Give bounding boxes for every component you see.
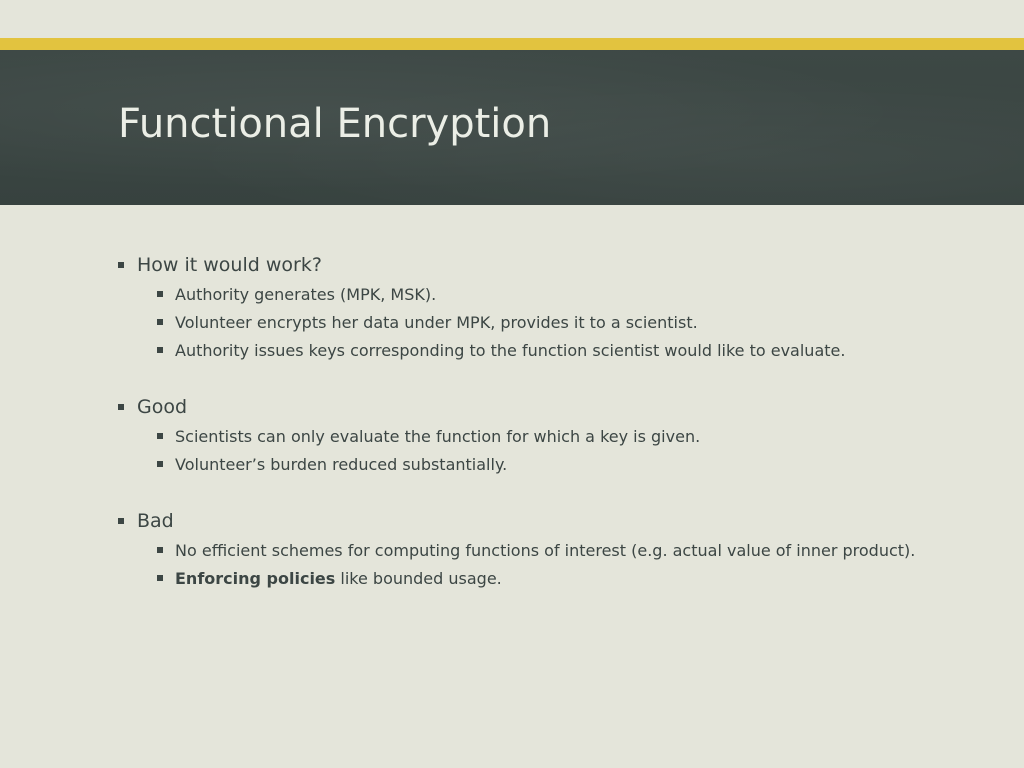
bullet-level1 — [118, 394, 918, 420]
sub-bullet-list — [118, 424, 918, 477]
square-bullet-icon — [157, 461, 163, 467]
accent-bar — [0, 38, 1024, 50]
bullet-level2 — [157, 566, 918, 591]
sub-bullet-list — [118, 282, 918, 363]
bullet-heading: How it would work? — [137, 254, 322, 276]
sub-bullet-list — [118, 538, 918, 591]
bullet-text: Authority issues keys corresponding to the function scientist would like to evaluate. — [175, 341, 846, 360]
bullet-text: Scientists can only evaluate the function for which a key is given. — [175, 427, 701, 446]
slide-content — [118, 252, 918, 622]
bullet-level2 — [157, 452, 918, 477]
bullet-level2 — [157, 424, 918, 449]
square-bullet-icon — [157, 347, 163, 353]
slide-title: Functional Encryption — [118, 101, 552, 147]
bullet-bold-text: Enforcing policies — [175, 569, 336, 588]
square-bullet-icon — [118, 404, 124, 410]
bullet-heading: Bad — [137, 510, 174, 532]
bullet-level2 — [157, 282, 918, 307]
section-bad — [118, 508, 918, 591]
top-band — [0, 0, 1024, 38]
square-bullet-icon — [157, 547, 163, 553]
square-bullet-icon — [118, 518, 124, 524]
square-bullet-icon — [157, 291, 163, 297]
bullet-text: No efficient schemes for computing functions of interest (e.g. actual value of inner product). — [175, 541, 916, 560]
bullet-text: like bounded usage. — [335, 569, 502, 588]
section-how-it-works — [118, 252, 918, 363]
bullet-level2 — [157, 538, 918, 563]
square-bullet-icon — [157, 575, 163, 581]
bullet-text: Authority generates (MPK, MSK). — [175, 285, 437, 304]
bullet-text: Volunteer’s burden reduced substantially. — [175, 455, 508, 474]
square-bullet-icon — [157, 319, 163, 325]
square-bullet-icon — [118, 262, 124, 268]
section-good — [118, 394, 918, 477]
bullet-level2 — [157, 338, 918, 363]
bullet-level1 — [118, 508, 918, 534]
bullet-level1 — [118, 252, 918, 278]
bullet-text: Volunteer encrypts her data under MPK, provides it to a scientist. — [175, 313, 698, 332]
bullet-level2 — [157, 310, 918, 335]
square-bullet-icon — [157, 433, 163, 439]
title-band — [0, 50, 1024, 205]
bullet-heading: Good — [137, 396, 188, 418]
